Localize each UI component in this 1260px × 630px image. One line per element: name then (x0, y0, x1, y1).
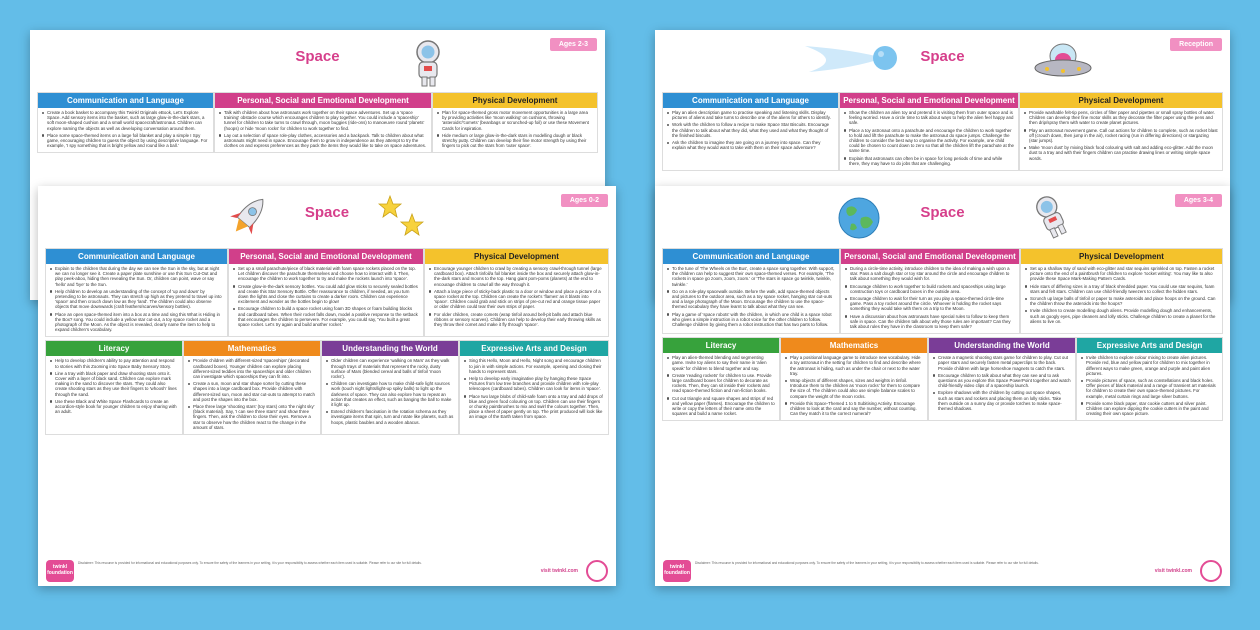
activity-item: Create a magnetic shooting stars game for children to play. Cut out paper stars and securely fasten metal paperclips to the back. Provide children with large horseshoe magnets to catch the stars. (938, 355, 1071, 371)
activity-item: Set up a shallow tray of sand with eco-glitter and star sequins sprinkled on top. Fasten a rocket picture onto the end of a paintbrush for children to explore 'rocket writing'. You may like to also provide these Space Mark-Making Pattern Cards. (1030, 266, 1218, 282)
activity-list (663, 353, 779, 416)
activity-item: Make 'moon dust' by mixing black food colouring with salt and adding eco-glitter. Add the moon dust to a tray and with their fingers children can practise drawing lines or writing simple space words. (1029, 145, 1218, 161)
lower-areas (45, 340, 609, 435)
activity-item: Provide washable felt-tip pens, circles of filter paper and pipettes or small spray bottles of water. Children can develop their fine motor skills as they decorate the filter paper using the pens and then drip/spray them with water to create planet pictures. (1029, 110, 1218, 126)
area-header: Mathematics (781, 338, 927, 353)
area-physical (1020, 248, 1223, 334)
activity-item: Place an open space-themed item into a box at a time and sing this What is Hiding in the Box? song. You could include a yellow star cut-out, a toy space rocket and a photograph of the Moon. As the object is revealed, clearly name the item to help to expand children's vocabulary. (55, 312, 223, 333)
activity-list (1020, 108, 1222, 161)
astronaut-icon (1025, 192, 1077, 240)
area-header: Physical Development (1020, 93, 1222, 108)
activity-item: Play an alien description game to practise speaking and listening skills. Display pictures of aliens and take turns to describe one of the aliens for others to identify. (672, 110, 834, 120)
activity-item: Create 'reading rockets' for children to use. Provide large cardboard boxes for children to decorate as rockets. Then, they can sit inside their rockets and read space-themed fiction and non-fiction books. (672, 373, 775, 394)
activity-item: Encourage children to wait for their turn as you play a space-themed circle-time game. Pass a toy rocket around the circle. Whoever is holding the rocket says something they would take with them on a trip to the Moon. (850, 296, 1015, 312)
page-title: Space (920, 204, 965, 221)
area-header: Communication and Language (46, 249, 227, 264)
activity-item: To the tune of 'The Wheels on the Bus', create a space song together. With support, the children can help to suggest their own space-themed verses. For example, 'The rockets in space go zoom, zoom, zoom.' or 'The stars in space go twinkle, twinkle, twinkle.' (672, 266, 835, 287)
sheet-ages-0-2 (38, 186, 616, 586)
activity-item: Go on a role-play spacewalk outside. Before the walk, add space-themed objects and pictures to the outdoor area, such as a toy space rocket, hanging star cut-outs and a large photograph of the Moon. Encourage the children to use the space-themed vocabulary they have learnt to talk about what they can see. (672, 289, 835, 310)
activity-item: Set up a small parachute/piece of black material with foam space rockets placed on the top. Let children discover the parachute themselves and choose how to interact with it. Then, encourage the children to work together to try and make the rockets launch into 'space'. (238, 266, 419, 282)
activity-list (781, 353, 927, 416)
activity-list (663, 108, 838, 150)
activity-item: Invite children to create modelling dough aliens. Provide modelling dough and enhancements, such as googly eyes, pipe cleaners and lolly sticks. Challenge children to create a planet for the aliens to live on. (1030, 308, 1218, 324)
activity-list (425, 264, 608, 327)
area-physical (1019, 92, 1223, 171)
site-link[interactable]: visit twinkl.com (1154, 568, 1192, 574)
area-expressive-arts (1076, 337, 1223, 421)
ufo-icon (1033, 40, 1093, 82)
activity-item: Place a toy astronaut onto a parachute and encourage the children to work together to hold and lift the parachute to make the astronaut do space jumps. Challenge the children to consider the best way to organise the activity. For example, one child could be chosen to count down to zero so that all the children lift the parachute at the same time. (849, 127, 1014, 154)
activity-list (184, 356, 320, 430)
activity-item: Hide stars of differing sizes in a tray of black shredded paper. You could use star sequins, foam stars and felt stars. Children can use child-friendly tweezers to collect the hidden stars. (1030, 284, 1218, 294)
activity-item: Create a sun, moon and star shape sorter by cutting these shapes into a large cardboard box. Provide children with different-sized sun, moon and star cut-outs to attempt to match and post the shapes into the box. (193, 381, 315, 402)
activity-item: Line a tray with black paper and draw shooting stars onto it. Cover with a layer of black sand. Children can explore mark making in the sand to discover the stars. They could also create shooting stars as they use their fingers to 'whoosh' lines through the sand. (55, 370, 177, 397)
twinkl-logo: twinkl foundation (663, 560, 691, 582)
activity-item: Scrunch up large balls of tinfoil or paper to make asteroids and place hoops on the ground. Can the children throw the asteroids into the hoops? (1030, 296, 1218, 306)
area-literacy (45, 340, 183, 435)
age-badge: Reception (1170, 38, 1222, 51)
activity-list (929, 353, 1075, 411)
activity-list (840, 108, 1018, 166)
activity-item: Provide pictures of space, such as constellations and black holes. Offer pieces of black material and a range of transient art materials for children to create their own space-themed pictures. For example, metal curtain rings and large silver buttons. (1086, 378, 1218, 399)
area-psed (228, 248, 424, 337)
area-literacy (662, 337, 780, 421)
area-psed (214, 92, 432, 153)
age-badge: Ages 0-2 (561, 194, 608, 207)
sheet-footer (663, 560, 1222, 582)
lower-areas (662, 337, 1223, 421)
area-header: Communication and Language (663, 93, 838, 108)
sheet-footer (46, 560, 608, 582)
area-header: Physical Development (1021, 249, 1222, 264)
area-understanding-world (321, 340, 459, 435)
activity-item: Show the children an alien toy and pretend it is visiting them from outer space and is feeling worried. Have a circle time to talk about ways to help the alien feel happy and safe. (849, 110, 1014, 126)
activity-item: Play a positional language game to introduce new vocabulary. Hide a toy astronaut in the setting for children to find and describe where the astronaut is hiding, such as under the chair or next to the water tray. (790, 355, 923, 376)
activity-item: Help to develop early imaginative play by hanging these Space Pictures from low tree branches and provide children with role-play telescopes (cardboard tubes). Children can look for items in 'space'. (469, 376, 604, 392)
area-communication (662, 248, 840, 334)
activity-list (433, 108, 597, 148)
disclaimer: Disclaimer: This resource is provided for informational and educational purposes only. To ensure the safety of the learners in your setting, it is your responsibility to assess whether each item used is suitable. Please refer to our site for full details. (695, 561, 1039, 565)
upper-areas (662, 92, 1223, 171)
quality-badge-icon (586, 560, 608, 582)
activity-item: Encourage children to work together to build rockets and spaceships using large construction toys or cardboard boxes in the outside area. (850, 284, 1015, 294)
activity-item: Older children can experience 'walking on Mars' as they walk through trays of materials that represent the rocky, dusty surface of Mars (blended cereal and balls of tinfoil 'moon rocks'). (331, 358, 454, 379)
activity-item: Play a game of 'space robots' with the children, in which one child is a space robot who gives a simple instruction in a robot voice for the other children to follow. Challenge children by giving them a robot instruction that has two parts to follow. (672, 312, 835, 328)
activity-item: For older children, create comets (wrap tinfoil around bell-pit balls and attach blue ribbons or sensory scarves). Children can help to develop their early throwing skills as they throw their comet and make it fly through 'space'. (434, 312, 604, 328)
area-header: Expressive Arts and Design (1077, 338, 1222, 353)
activity-item: Attach a large piece of sticky-back plastic to a door or window and place a picture of a space rocket at the top. Children can create the rocket's 'flames' as it blasts into 'space'. Children could grab and stick on strips of pre-cut red and orange tissue paper or older children could tear their own strips of paper. (434, 289, 604, 310)
activity-list (229, 264, 423, 327)
area-header: Mathematics (184, 341, 320, 356)
activity-item: Work with the children to follow a recipe to make Space Star Biscuits. Encourage the children to talk about what they did, what they used and what they thought of the finished biscuits. (672, 122, 834, 138)
upper-areas (37, 92, 598, 153)
activity-item: Cut out triangle and square shapes and strips of red and yellow paper (flames). Encourage the children to write or copy the letters of their name onto the squares and build a name rocket. (672, 395, 775, 417)
activity-item: Talk with children about how astronauts work together on their space adventures. Set up a 'space training' obstacle course which encourages children to play together. You could include a 'spaceship' tunnel for children to take turns to crawl through, moon buggies (ride-ons) to manoeuvre round 'planets' (hoops) or hide 'moon rocks' for children to work together to find. (224, 110, 427, 131)
activity-item: Hide medium or large glow-in-the-dark stars in modelling dough or black stretchy putty. Children can develop their fine motor strength by using their fingers to pick out the stars from 'outer space'. (442, 133, 593, 149)
comet-icon (805, 40, 905, 76)
activity-item: Have a discussion about how astronauts have special rules to follow to keep them safe in space. Can the children talk about why those rules are important? Can they talk about rules they have in the classroom to keep them safe? (850, 314, 1015, 330)
activity-item: Play an astronaut movement game. Call out actions for children to complete, such as rocket blast off (crouch down, then jump in the air), rocket racing (run in differing directions) or stargazing (star jumps). (1029, 127, 1218, 144)
activity-list (663, 264, 839, 327)
area-header: Expressive Arts and Design (460, 341, 608, 356)
activity-item: Explore shadows with the children by cutting out space shapes, such as stars and rockets and placing them on lolly sticks. Take them outside on a sunny day or provide torches to make space-themed shadows. (938, 390, 1071, 411)
activity-item: Invite children to explore colour mixing to create alien pictures. Provide red, blue and yellow paint for children to mix together in different ways to make green, orange and purple and paint alien pictures. (1086, 355, 1218, 376)
activity-item: Place some space-themed items on a large foil blanket and play a simple I Spy game, encouraging children to guess the object by using descriptive language. For example, 'I spy something that is bright yellow and round like a ball.' (47, 132, 208, 149)
activity-item: Create a book basket to accompany this Twinkl Originals eBook, Let's Explore Space. Add sensory items into the basket, such as large glow-in-the-dark stars, a soft moon-shaped cushion and a small world spacecraft/astronaut. Children can explore naming the objects as well as developing conversation around them. (47, 110, 209, 131)
age-badge: Ages 2-3 (550, 38, 597, 51)
activity-item: During a circle-time activity, introduce children to the idea of making a wish upon a star. Pass a salt dough star or toy star around the circle and encourage children to talk about something they would wish for. (850, 266, 1015, 282)
area-header: Literacy (663, 338, 779, 353)
activity-item: Help children to develop an understanding of the concept of 'up and down' by pretending to be astronauts. They can stretch up high as they pretend to travel up into 'space' and then crouch down low as they 'land'. The children could also observe objects that move downwards (craft feathers/scarves/sensory bottles). (55, 288, 222, 310)
area-header: Communication and Language (38, 93, 213, 108)
sheet-header (38, 186, 616, 248)
activity-item: Help to develop children's ability to pay attention and respond to stories with this Zooming into Space Baby Sensory Story. (55, 358, 178, 368)
activity-item: Place two large blobs of child-safe foam onto a tray and add drops of blue and green food colouring on top. Children can use their fingers or chunky paintbrushes to mix and swirl the colours together. Then, place a sheet of paper gently on top. The print produced will look like an image of the Earth taken from space. (469, 393, 603, 420)
upper-areas (662, 248, 1223, 334)
activity-item: Sing this Hello, Moon and Hello, Night song and encourage children to join in with simple actions. For example, opening and closing their hands to represent stars. (469, 358, 604, 374)
twinkl-logo: twinkl foundation (46, 560, 74, 582)
astronaut-icon (406, 38, 450, 88)
area-psed (839, 92, 1019, 171)
disclaimer: Disclaimer: This resource is provided for informational and educational purposes only. To ensure the safety of the learners in your setting, it is your responsibility to assess whether each item used is suitable. Please refer to our site for full details. (78, 561, 422, 565)
area-understanding-world (928, 337, 1076, 421)
area-header: Understanding the World (929, 338, 1075, 353)
area-communication (45, 248, 228, 337)
sheet-header (655, 186, 1230, 248)
activity-list (38, 108, 213, 148)
area-header: Personal, Social and Emotional Development (841, 249, 1019, 264)
activity-list (46, 356, 182, 414)
rocket-icon (228, 192, 268, 242)
sheet-header (655, 30, 1230, 92)
activity-list (1077, 353, 1222, 416)
activity-item: Encourage children to build a space rocket using foam 3D shapes or foam building blocks and cardboard tubes. When their rocket falls down, model a positive response to the setback that encourages the children to persevere. For example, you could say, 'You built a great space rocket. Let's try again and build another rocket.' (238, 306, 418, 328)
activity-item: Play an alien-themed blending and segmenting game. Invite toy aliens to say their name in 'alien speak' for children to blend together and say. (672, 355, 775, 371)
sheet-ages-3-4 (655, 186, 1230, 586)
quality-badge-icon (1200, 560, 1222, 582)
activity-item: Create glow-in-the-dark sensory bottles. You could add glow sticks to securely sealed bottles and create this Star Sensory Bottle. Offer reassurance to children, if needed, as you turn down the lights and close the curtains to create a darker room. Children can experience excitement and wonder as the bottles begin to glow! (238, 283, 418, 305)
activity-item: Provide some black paper, star cookie cutters and silver paint. Children can explore dipping the cookie cutters in the paint and creating their own space picture. (1086, 401, 1218, 417)
upper-areas (45, 248, 609, 337)
area-header: Communication and Language (663, 249, 839, 264)
area-header: Personal, Social and Emotional Development (840, 93, 1018, 108)
area-header: Physical Development (433, 93, 597, 108)
activity-item: Lay out a selection of space role-play clothes, accessories and a backpack. Talk to children about what astronauts might need in space. Encourage them to grow in independence as they attempt to try the clothes on and express preferences as they pack the items they would like to take on space adventures. (224, 132, 427, 149)
area-header: Physical Development (425, 249, 608, 264)
area-communication (662, 92, 839, 171)
activity-item: Plan for space-themed gross motor movement opportunities in a large area by providing activities like 'moon walking' on cushions, throwing 'asteroids'/'comets' (beanbags or scrunched-up foil) or use these Movement Cards for inspiration. (442, 110, 593, 131)
activity-item: Provide children with different-sized 'spaceships' (decorated cardboard boxes). Younger children can explore placing different-sized teddies into the spaceships and older children can investigate which spaceships they can fit into. (193, 358, 316, 379)
activity-item: Use these Black and White Space Flashcards to create an accordion-style book for younger children to enjoy sharing with an adult. (55, 398, 177, 415)
activity-item: Encourage children to talk about what they can see and to ask questions as you explore this Space PowerPoint together and watch child-friendly video clips of a spaceship launch. (938, 372, 1071, 389)
sheet-header (30, 30, 605, 92)
activity-item: Ask the children to imagine they are going on a journey into space. Can they explain what they would want to take with them on their space adventure? (672, 140, 834, 150)
stars-icon (378, 194, 424, 238)
area-expressive-arts (459, 340, 609, 435)
activity-item: Extend children's fascination in the rotation schema as they investigate items that spin, turn and rotate like planets, such as hoops, plastic baubles and a wooden abacus. (331, 409, 454, 425)
activity-item: Wrap objects of different shapes, sizes and weights in tinfoil. Introduce them to the children as 'moon rocks' for them to compare the size of. The children could also use simple balance scales to compare the weight of the moon rocks. (790, 378, 923, 399)
activity-item: Children can investigate how to make child-safe light sources work (touch night lights/light-up spiky balls) to light up the darkness of space. They can also explore how to repeat an action that creates an effect, such as banging the ball to make it light up. (331, 381, 454, 407)
earth-icon (835, 194, 883, 242)
area-physical (432, 92, 598, 153)
activity-item: Place three large 'shooting stars' (toy stars) onto 'the night sky' (black material). Say, 'I can see three stars!' and show three fingers. Then, ask the children to close their eyes. Remove a star to observe how the children react to the change in the amount of stars. (193, 404, 315, 430)
area-header: Personal, Social and Emotional Development (215, 93, 431, 108)
activity-list (322, 356, 458, 424)
page-title: Space (304, 204, 350, 221)
site-link[interactable]: visit twinkl.com (540, 568, 578, 574)
area-communication (37, 92, 214, 153)
area-physical (424, 248, 609, 337)
area-header: Personal, Social and Emotional Development (229, 249, 423, 264)
activity-list (841, 264, 1019, 329)
activity-item: Encourage younger children to crawl by creating a sensory crawl-through tunnel (large cardboard box). Attach tinfoil/a foil blanket inside the box and securely attach glow-in-the-dark stars and moons to the top. Hang giant pom-poms (planets) at the end to encourage children to crawl all the way through it. (434, 266, 604, 287)
page-title: Space (295, 48, 340, 65)
area-mathematics (183, 340, 321, 435)
activity-list (46, 264, 227, 332)
activity-item: Explain to the children that during the day we can see the Sun in the sky, but at night we can no longer see it. Create a paper plate sunshine or use this Sun Cut-Out and play peek-aboo, hiding then revealing the Sun. Or, children can point, wave or say 'hello' and 'bye' to the Sun. (55, 266, 223, 287)
activity-list (1021, 264, 1222, 324)
page-title: Space (920, 48, 965, 65)
activity-list (460, 356, 608, 419)
area-mathematics (780, 337, 928, 421)
age-badge: Ages 3-4 (1175, 194, 1222, 207)
activity-item: Explain that astronauts can often be in space for long periods of time and while there, they may have to do jobs that are challenging. (849, 156, 1014, 166)
activity-item: Provide this Space-Themed 1 to 5 Subitising Activity. Encourage children to look at the card and say the number, without counting. Can they match it to the correct numeral? (790, 401, 923, 417)
area-header: Literacy (46, 341, 182, 356)
area-psed (840, 248, 1020, 334)
area-header: Understanding the World (322, 341, 458, 356)
activity-list (215, 108, 431, 148)
